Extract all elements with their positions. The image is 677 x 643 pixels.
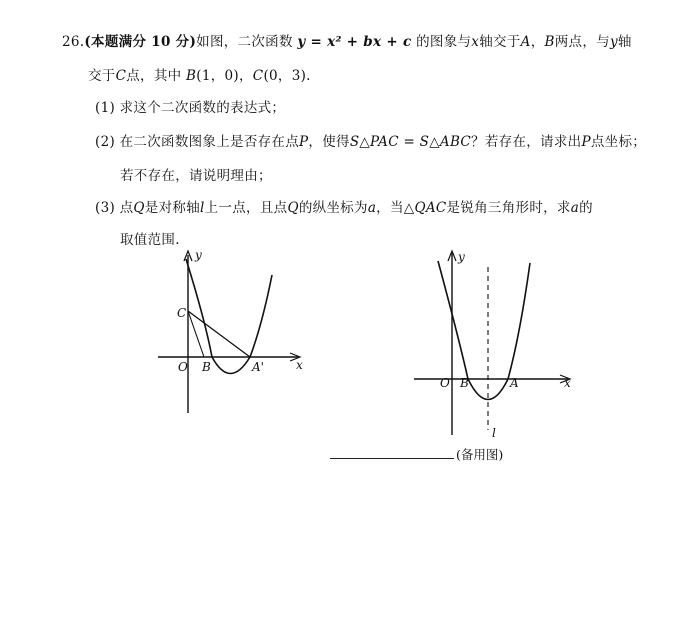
fig2-label-y: y xyxy=(458,250,465,264)
q3-point-q: Q xyxy=(133,200,145,216)
coord-c: (0，3). xyxy=(263,68,311,84)
fig1-segment-cb xyxy=(188,311,204,357)
figure-2-caption: (备用图) xyxy=(456,447,504,462)
q3-axis-l: l xyxy=(200,200,205,216)
coord-c-label: C xyxy=(252,68,264,84)
answer-blank-line xyxy=(330,458,454,459)
fig2-label-o: O xyxy=(440,376,450,390)
y-variable: y xyxy=(609,34,618,50)
q3-triangle-qac: QAC xyxy=(414,200,447,216)
intro-text: 如图，二次函数 xyxy=(196,34,293,50)
fig2-label-b: B xyxy=(460,376,469,390)
intro-text-e: 轴 xyxy=(617,34,632,50)
q3-text-e: ，当△ xyxy=(376,200,415,216)
intro-text-b: 的图象与 xyxy=(416,34,472,50)
fig1-label-c: C xyxy=(177,306,187,320)
fig1-label-y: y xyxy=(195,248,202,262)
problem-line-1 xyxy=(62,30,632,50)
q3-point-q-2: Q xyxy=(287,200,299,216)
fig1-segment-ca xyxy=(188,311,250,357)
figure-2-graph xyxy=(410,245,580,445)
q2-text-a: (2) 在二次函数图象上是否存在点 xyxy=(95,134,300,150)
q3-var-a-2: a xyxy=(570,200,580,216)
q2-area-formula: S△PAC = S△ABC xyxy=(349,134,472,150)
comma: ， xyxy=(530,34,545,50)
problem-number: 26. xyxy=(62,34,85,50)
fig1-label-x: x xyxy=(296,358,303,372)
line2-text-b: 点，其中 xyxy=(126,68,182,84)
coord-b-label: B xyxy=(186,68,197,84)
fig2-label-a: A xyxy=(510,376,519,390)
line2-text-a: 交于 xyxy=(88,68,116,84)
fig1-label-b: B xyxy=(202,360,211,374)
q2-point-p-2: P xyxy=(581,134,591,150)
question-1: (1) 求这个二次函数的表达式； xyxy=(95,100,286,116)
fig1-label-o: O xyxy=(178,360,188,374)
point-b-label: B xyxy=(544,34,555,50)
x-variable: x xyxy=(471,34,480,50)
figure-1-graph xyxy=(150,245,310,415)
q2-text-c: ？若存在，请求出 xyxy=(471,134,582,150)
point-c-label: C xyxy=(115,68,127,84)
q2-point-p: P xyxy=(299,134,309,150)
question-3-line-2: 取值范围. xyxy=(120,232,180,248)
question-2 xyxy=(95,130,646,150)
q3-var-a: a xyxy=(367,200,377,216)
fig1-label-a: A' xyxy=(252,360,264,374)
intro-text-c: 轴交于 xyxy=(479,34,521,50)
fig2-label-x: x xyxy=(564,376,571,390)
q3-text-a: (3) 点 xyxy=(95,200,134,216)
q2-text-d: 点坐标； xyxy=(590,134,647,150)
problem-line-2 xyxy=(88,64,311,84)
coord-b: (1，0)， xyxy=(196,68,253,84)
question-2-line-2: 若不存在，请说明理由； xyxy=(120,168,272,184)
q3-text-f: 是锐角三角形时，求 xyxy=(446,200,571,216)
score-note: (本题满分 10 分) xyxy=(84,34,197,50)
q2-text-b: ，使得 xyxy=(308,134,350,150)
quadratic-formula: y = x² + bx + c xyxy=(297,34,412,50)
q3-text-g: 的 xyxy=(579,200,593,216)
q3-text-c: 上一点，且点 xyxy=(204,200,288,216)
intro-text-d: 两点，与 xyxy=(554,34,610,50)
q3-text-b: 是对称轴 xyxy=(144,200,200,216)
q3-text-d: 的纵坐标为 xyxy=(298,200,368,216)
point-a-label: A xyxy=(520,34,531,50)
fig2-label-l: l xyxy=(492,426,496,440)
question-3 xyxy=(95,196,593,216)
